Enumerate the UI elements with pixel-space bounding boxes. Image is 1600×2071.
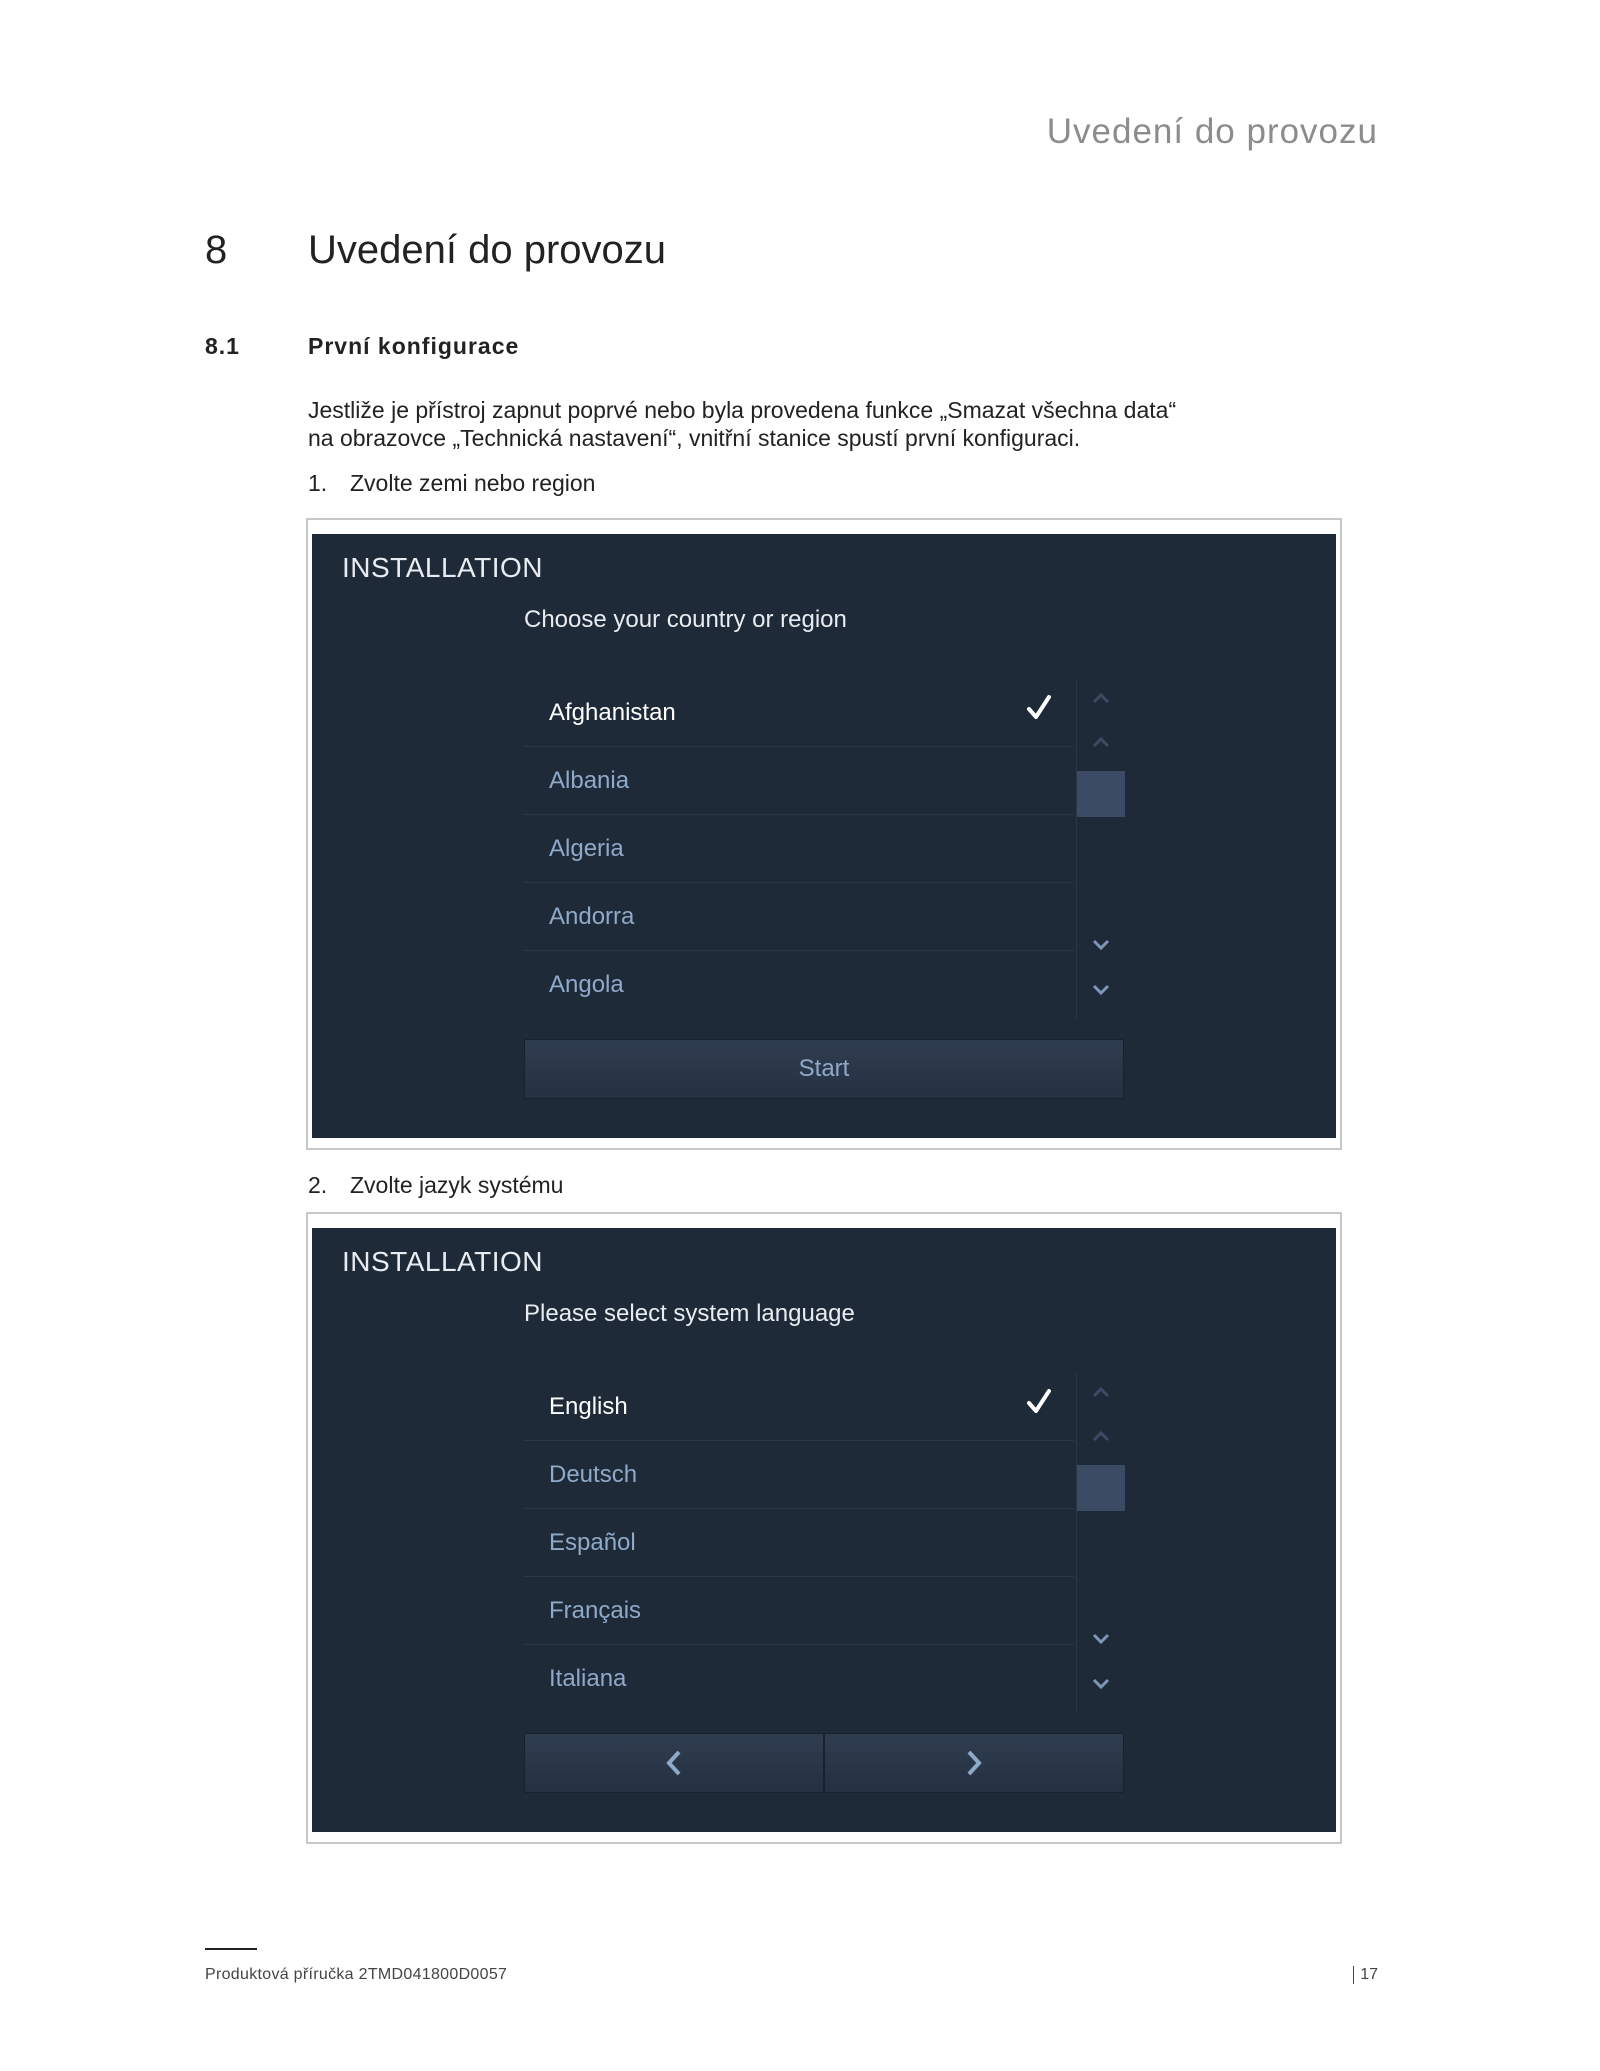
list-item-label: Afghanistan	[549, 699, 676, 726]
screenshot-country	[306, 518, 1342, 1150]
back-button[interactable]	[524, 1733, 824, 1793]
list-item-label: Albania	[549, 767, 630, 794]
list-item-label: Angola	[549, 971, 624, 998]
chevron-up-icon	[1091, 1386, 1111, 1398]
list-item-label: Deutsch	[549, 1461, 638, 1488]
list-item[interactable]	[524, 1441, 1074, 1509]
chevron-up-icon	[1091, 692, 1111, 704]
list-item[interactable]	[524, 951, 1074, 1019]
chevron-left-icon	[665, 1749, 683, 1777]
scroll-bottom-button[interactable]	[1077, 1673, 1125, 1695]
step-1	[308, 470, 595, 497]
list-item-label: Français	[549, 1597, 642, 1624]
screenshot-language	[306, 1212, 1342, 1844]
intro-line: na obrazovce „Technická nastavení“, vnitřní stanice spustí první konfiguraci.	[308, 425, 1081, 451]
step-text: Zvolte jazyk systému	[350, 1172, 564, 1198]
footer-rule	[205, 1948, 257, 1950]
check-icon	[1024, 1387, 1054, 1417]
screen-title: INSTALLATION	[342, 552, 544, 583]
step-2	[308, 1172, 563, 1199]
navigation-bar	[524, 1733, 1124, 1793]
list-item[interactable]	[524, 1509, 1074, 1577]
chevron-up-icon	[1091, 1430, 1111, 1442]
chapter-number: 8	[205, 228, 228, 272]
footer-page-separator	[1353, 1966, 1354, 1984]
scroll-top-button[interactable]	[1077, 1381, 1125, 1403]
scroll-thumb[interactable]	[1077, 771, 1125, 817]
scroll-up-button[interactable]	[1077, 1425, 1125, 1447]
list-item-label: Andorra	[549, 903, 635, 930]
country-list	[524, 679, 1074, 1019]
installation-screen-country	[312, 534, 1336, 1138]
chevron-right-icon	[965, 1749, 983, 1777]
list-item-label: Italiana	[549, 1665, 627, 1692]
step-number: 2.	[308, 1172, 328, 1198]
chevron-up-icon	[1091, 736, 1111, 748]
list-item[interactable]	[524, 1645, 1074, 1713]
list-item[interactable]	[524, 747, 1074, 815]
list-scrollbar[interactable]	[1076, 679, 1125, 1019]
chapter-title: Uvedení do provozu	[308, 228, 667, 272]
scroll-down-button[interactable]	[1077, 1628, 1125, 1650]
chevron-down-icon	[1091, 984, 1111, 996]
check-icon	[1024, 693, 1054, 723]
footer-page-number	[1353, 1966, 1378, 1984]
scroll-top-button[interactable]	[1077, 687, 1125, 709]
section-title: První konfigurace	[308, 333, 520, 359]
footer-manual-id: Produktová příručka 2TMD041800D0057	[205, 1966, 508, 1983]
list-item[interactable]	[524, 1577, 1074, 1645]
list-item-label: Español	[549, 1529, 636, 1556]
step-number: 1.	[308, 470, 328, 496]
scroll-down-button[interactable]	[1077, 934, 1125, 956]
start-button[interactable]: Start	[524, 1039, 1124, 1099]
running-header: Uvedení do provozu	[1046, 112, 1378, 151]
list-item-label: English	[549, 1393, 628, 1420]
chevron-down-icon	[1091, 1678, 1111, 1690]
intro-paragraph	[308, 396, 1308, 452]
next-button[interactable]	[824, 1733, 1124, 1793]
scroll-up-button[interactable]	[1077, 731, 1125, 753]
language-list	[524, 1373, 1074, 1713]
section-number: 8.1	[205, 333, 240, 359]
installation-screen-language	[312, 1228, 1336, 1832]
list-item-label: Algeria	[549, 835, 624, 862]
list-item[interactable]	[524, 815, 1074, 883]
list-item[interactable]	[524, 1373, 1074, 1441]
page-number: 17	[1360, 1966, 1378, 1984]
scroll-thumb[interactable]	[1077, 1465, 1125, 1511]
list-item[interactable]	[524, 679, 1074, 747]
chevron-down-icon	[1091, 1633, 1111, 1645]
screen-title: INSTALLATION	[342, 1246, 544, 1277]
chevron-down-icon	[1091, 939, 1111, 951]
list-item[interactable]	[524, 883, 1074, 951]
scroll-bottom-button[interactable]	[1077, 979, 1125, 1001]
list-scrollbar[interactable]	[1076, 1373, 1125, 1713]
screen-prompt: Choose your country or region	[524, 606, 847, 633]
step-text: Zvolte zemi nebo region	[350, 470, 596, 496]
screen-prompt: Please select system language	[524, 1300, 855, 1327]
intro-line: Jestliže je přístroj zapnut poprvé nebo byla provedena funkce „Smazat všechna data“	[308, 397, 1177, 423]
